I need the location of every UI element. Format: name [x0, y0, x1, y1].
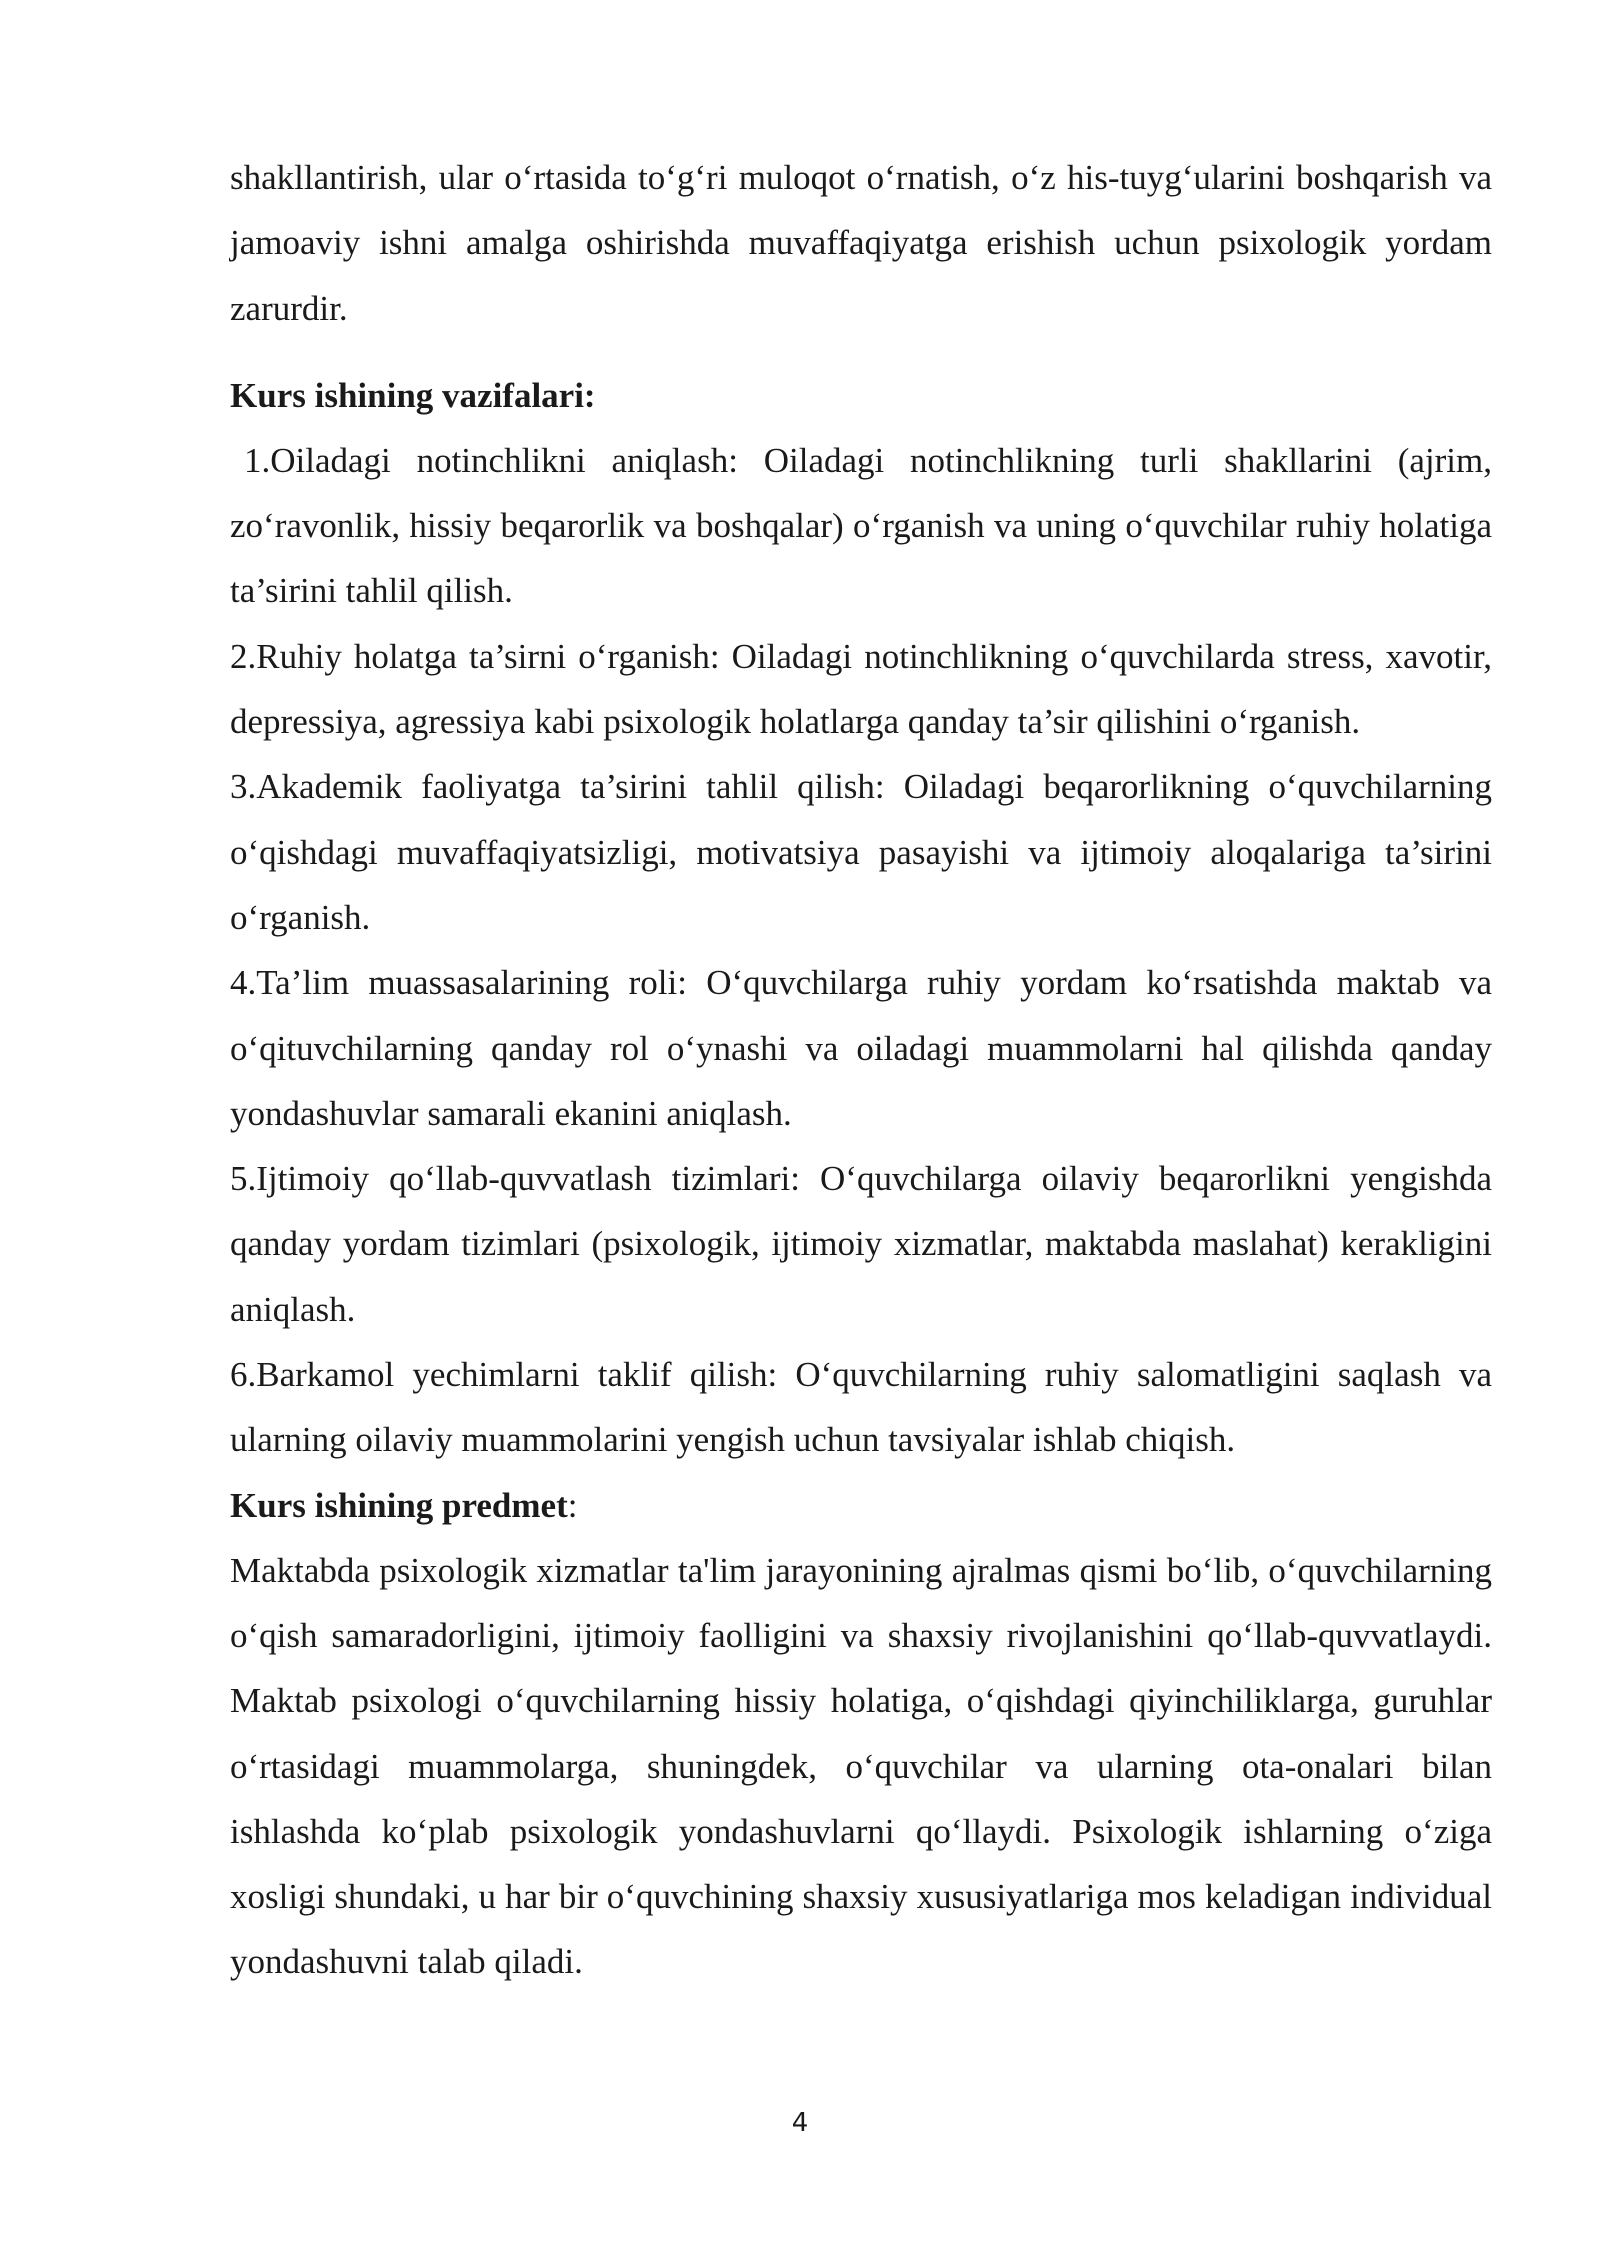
task-item-6: 6.Barkamol yechimlarni taklif qilish: O‘quvchilarning ruhiy salomatligini saqlash va ularning oilaviy muammolarini yengish uchun tavsiyalar ishlab chiqish.: [230, 1355, 1492, 1460]
intro-paragraph: shakllantirish, ular o‘rtasida to‘g‘ri muloqot o‘rnatish, o‘z his-tuyg‘ularini boshqarish va jamoaviy ishni amalga oshirishda muvaffaqiyatga erishish uchun psixologik yordam zarurdir.: [230, 158, 1492, 328]
subject-heading: [230, 1473, 1492, 1538]
subject-heading-colon: :: [567, 1485, 578, 1525]
page-number: 4: [791, 2108, 809, 2138]
subject-paragraph: Maktabda psixologik xizmatlar ta'lim jarayonining ajralmas qismi bo‘lib, o‘quvchilarning o‘qish samaradorligini, ijtimoiy faolligini va shaxsiy rivojlanishini qo‘llab-quvvatlaydi. Maktab psixologi o‘quvchilarning hissiy holatiga, o‘qishdagi qiyinchiliklarga, guruhlar o‘rtasidagi muammolarga, shuningdek, o‘quvchilar va ularning ota-onalari bilan ishlashda ko‘plab psixologik yondashuvlarni qo‘llaydi. Psixologik ishlarning o‘ziga xosligi shundaki, u har bir o‘quvchining shaxsiy xususiyatlariga mos keladigan individual yondashuvni talab qiladi.: [230, 1550, 1492, 1982]
subject-heading-text: Kurs ishining predmet: [230, 1485, 568, 1525]
task-item-3: 3.Akademik faoliyatga ta’sirini tahlil qilish: Oiladagi beqarorlikning o‘quvchilarning o‘qishdagi muvaffaqiyatsizligi, motivatsiya pasayishi va ijtimoiy aloqalariga ta’sirini o‘rganish.: [230, 767, 1492, 937]
task-item-2: 2.Ruhiy holatga ta’sirni o‘rganish: Oiladagi notinchlikning o‘quvchilarda stress, xavotir, depressiya, agressiya kabi psixologik holatlarga qanday ta’sir qilishini o‘rganish.: [230, 636, 1492, 742]
spacer: [230, 341, 1492, 363]
document-page: [230, 145, 1492, 1995]
tasks-heading: Kurs ishining vazifalari:: [230, 375, 596, 415]
task-item-1: 1.Oiladagi notinchlikni aniqlash: Oiladagi notinchlikning turli shakllarini (ajrim, zo‘ravonlik, hissiy beqarorlik va boshqalar) o‘rganish va uning o‘quvchilar ruhiy holatiga ta’sirini tahlil qilish.: [230, 440, 1492, 611]
task-item-4: 4.Ta’lim muassasalarining roli: O‘quvchilarga ruhiy yordam ko‘rsatishda maktab va o‘qituvchilarning qanday rol o‘ynashi va oiladagi muammolarni hal qilishda qanday yondashuvlar samarali ekanini aniqlash.: [230, 963, 1492, 1133]
task-item-5: 5.Ijtimoiy qo‘llab-quvvatlash tizimlari: O‘quvchilarga oilaviy beqarorlikni yengishda qanday yordam tizimlari (psixologik, ijtimoiy xizmatlar, maktabda maslahat) kerakligini aniqlash.: [230, 1159, 1492, 1329]
